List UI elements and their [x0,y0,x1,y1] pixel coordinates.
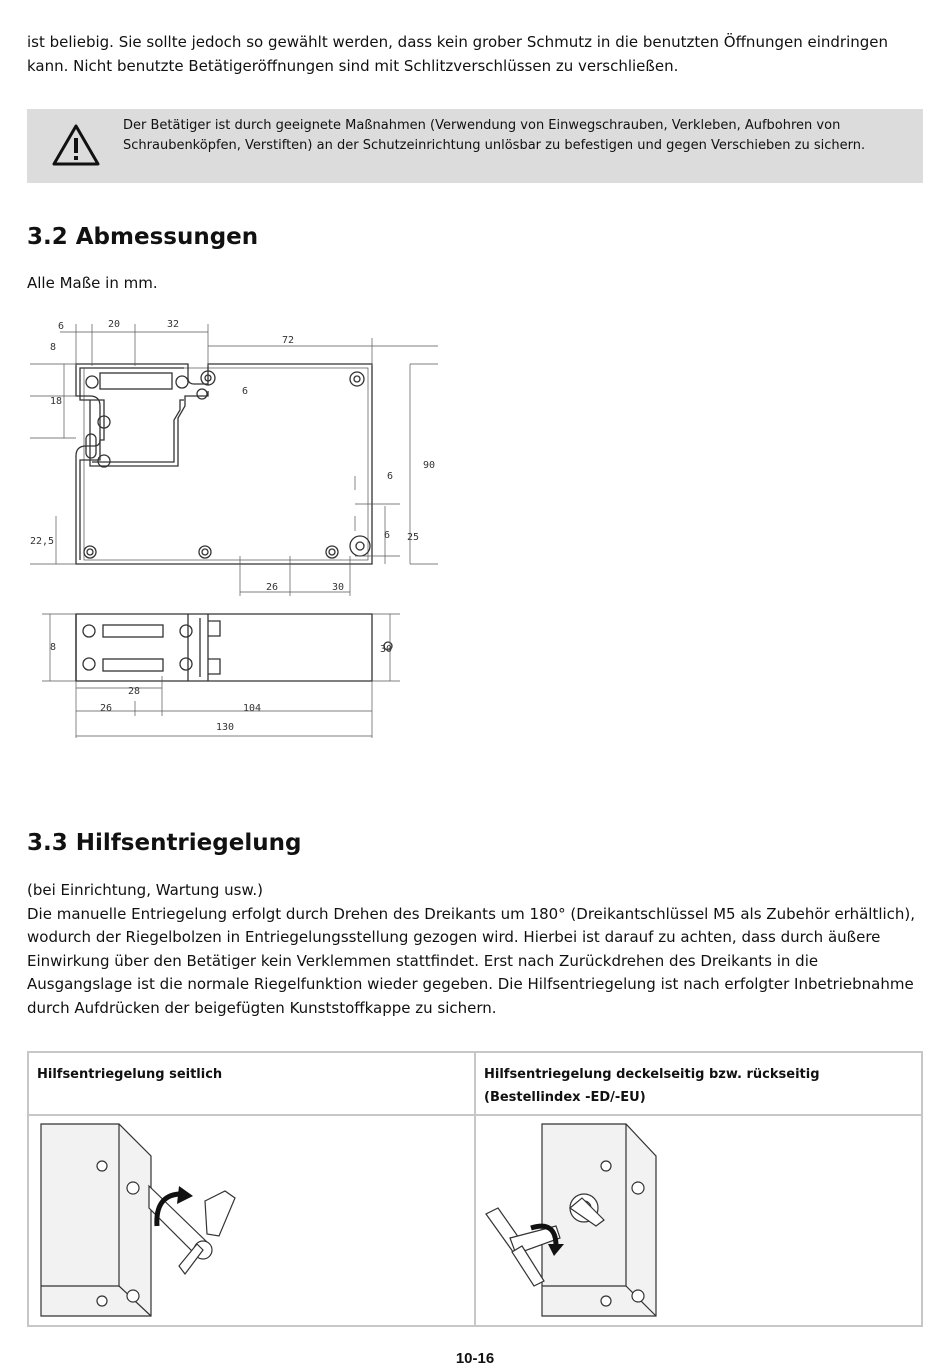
dim-left-8: 8 [50,342,57,353]
dim-top-20: 20 [108,319,121,330]
release-paragraph: (bei Einrichtung, Wartung usw.) Die manuelle Entriegelung erfolgt durch Drehen des Dreikants um 180° (Dreikantschlüssel M5 als Zubehör erhältlich), wodurch der Riegelbolzen in Entriegelungsstellung gezogen wird. Hierbei ist darauf zu achten, dass durch äußere Einwirkung über den Betätiger kein Verklemmen stattfindet. Erst nach Zurückdrehen des Dreikants in die Ausgangslage ist die normale Riegelfunktion wieder gegeben. Die Hilfsentriegelung ist nach erfolgter Inbetriebnahme durch Aufdrücken der beigefügten Kunststoffkappe zu sichern. [27,881,916,1017]
dim-right-6a: 6 [387,471,394,482]
key-cover-illustration [476,1116,921,1321]
dim-bottom-26: 26 [266,582,279,593]
dim-side-30: 30 [380,644,393,655]
table-header-cover: Hilfsentriegelung deckelseitig bzw. rückseitig (Bestellindex -ED/-EU) [475,1052,922,1115]
dim-side-26: 26 [100,703,113,714]
dim-top-32: 32 [167,319,180,330]
dim-left-22-5: 22,5 [30,536,55,547]
page-number: 10-16 [455,1350,495,1367]
table-header-side: Hilfsentriegelung seitlich [28,1052,475,1115]
dim-side-130: 130 [216,722,235,733]
dim-right-90: 90 [423,460,436,471]
key-side-illustration [29,1116,474,1321]
dim-top-72: 72 [282,335,295,346]
intro-paragraph: ist beliebig. Sie sollte jedoch so gewählt werden, dass kein grober Schmutz in die benutzten Öffnungen eindringen kann. Nicht benutzte Betätigeröffnungen sind mit Schlitzverschlüssen zu verschließen. [27,33,888,75]
dim-side-104: 104 [243,703,262,714]
release-table [27,1051,923,1327]
warning-triangle-icon [52,123,100,167]
dim-right-6b: 6 [384,530,391,541]
dim-side-8: 8 [50,642,57,653]
dimensions-note: Alle Maße in mm. [27,274,158,292]
dim-bottom-30: 30 [332,582,345,593]
dimension-drawing [30,316,440,738]
warning-text: Der Betätiger ist durch geeignete Maßnahmen (Verwendung von Einwegschrauben, Verkleben, Aufbohren von Schraubenköpfen, Verstiften) an der Schutzeinrichtung unlösbar zu befestigen und gegen Verschieben zu sichern. [123,118,866,153]
section-title-dimensions: 3.2 Abmessungen [27,224,259,250]
section-title-release: 3.3 Hilfsentriegelung [27,830,302,856]
dim-top-6: 6 [58,321,65,332]
dim-right-25: 25 [407,532,420,543]
dim-side-28: 28 [128,686,141,697]
illustration-cover-release [475,1115,922,1326]
dim-inner-6: 6 [242,386,249,397]
illustration-side-release [28,1115,475,1326]
dim-left-18: 18 [50,396,63,407]
warning-box [27,109,923,183]
